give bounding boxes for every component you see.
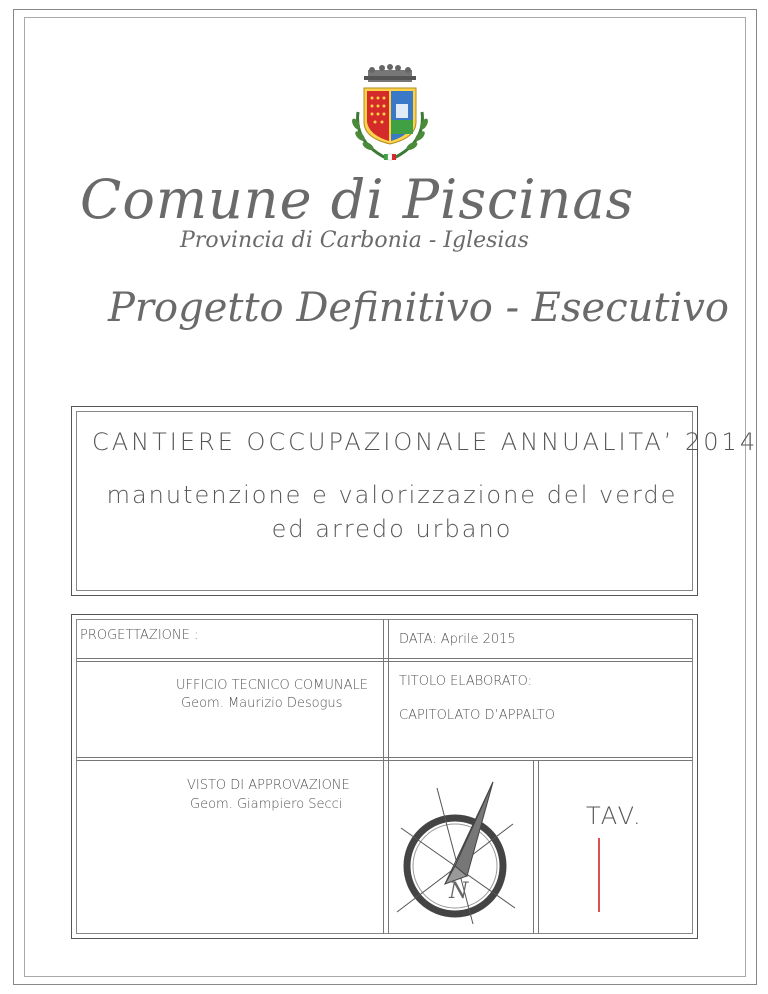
office-person: Geom. Maurizio Desogus: [181, 696, 343, 711]
work-title: CANTIERE OCCUPAZIONALE ANNUALITA’ 2014: [92, 428, 759, 456]
svg-text:N: N: [449, 879, 469, 904]
doc-title: CAPITOLATO D’APPALTO: [399, 708, 555, 723]
date-field: DATA: Aprile 2015: [399, 632, 516, 647]
province-name: Provincia di Carbonia - Iglesias: [180, 228, 529, 253]
row-divider: [76, 661, 693, 662]
north-compass-icon: [393, 768, 533, 928]
row-divider: [76, 658, 693, 659]
column-divider: [383, 619, 384, 934]
doc-title-label: TITOLO ELABORATO:: [399, 674, 532, 689]
sheet-number-marker: [598, 838, 600, 912]
approval-person: Geom. Giampiero Secci: [190, 797, 343, 812]
approval-label: VISTO DI APPROVAZIONE: [187, 778, 350, 793]
info-table-inner: [76, 619, 693, 934]
office-name: UFFICIO TECNICO COMUNALE: [176, 678, 368, 693]
work-subtitle: manutenzione e valorizzazione del verde ed arredo urbano: [106, 481, 678, 543]
row-divider: [76, 760, 693, 761]
column-divider: [388, 619, 389, 934]
municipal-emblem-icon: [338, 62, 442, 166]
column-divider: [533, 760, 534, 934]
project-type: Progetto Definitivo - Esecutivo: [108, 285, 729, 331]
row-divider: [76, 757, 693, 758]
column-divider: [538, 760, 539, 934]
sheet-number-label: TAV.: [586, 802, 643, 830]
municipality-name: Comune di Piscinas: [80, 168, 635, 231]
design-label: PROGETTAZIONE :: [80, 628, 199, 643]
